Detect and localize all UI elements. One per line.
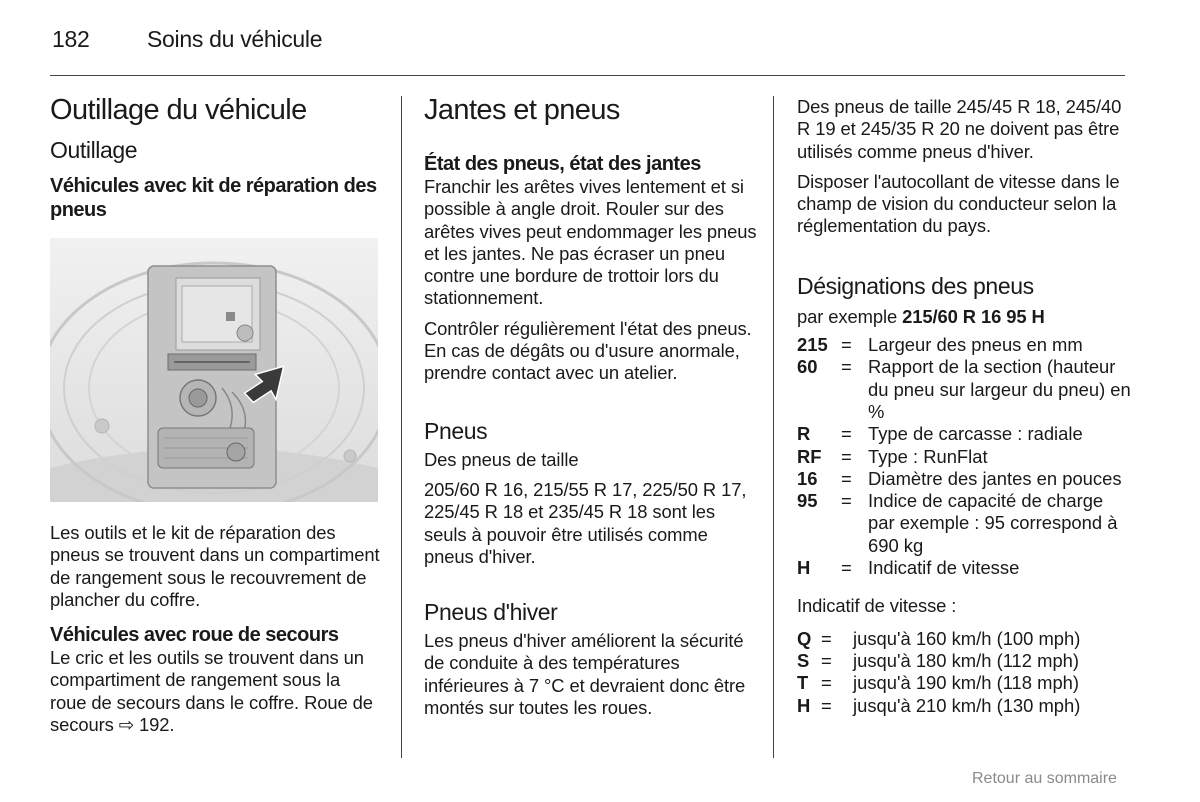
speed-index-row <box>797 672 1132 694</box>
header-rule <box>50 75 1125 76</box>
spare-wheel-page-ref[interactable]: 192. <box>139 714 175 736</box>
speed-index-list <box>797 628 1132 717</box>
page-header <box>52 26 322 53</box>
designation-row-text: Diamètre des jantes en pouces <box>868 467 1122 489</box>
speed-index-row-key: H <box>797 694 811 716</box>
paragraph-winter-tyres: Les pneus d'hiver améliorent la sécurité de conduite à des températures inférieures à 7 °C et devraient donc être montés sur toutes les roues. <box>424 630 746 719</box>
back-to-contents-link[interactable]: Retour au sommaire <box>972 770 1117 787</box>
designation-row <box>797 423 1132 445</box>
designation-example <box>797 306 1132 328</box>
designation-row-text: Indicatif de vitesse <box>868 557 1020 579</box>
designation-row <box>797 356 1132 423</box>
section-title: Soins du véhicule <box>147 26 323 52</box>
designation-row-key: R <box>797 423 811 445</box>
designation-row <box>797 468 1132 490</box>
paragraph-tyres-2: 205/60 R 16, 215/55 R 17, 225/50 R 17, 225/45 R 18 et 235/45 R 18 sont les seuls à pouvoir être utilisés comme pneus d'hiver. <box>424 478 747 567</box>
designation-row <box>797 446 1132 468</box>
speed-index-row-key: Q <box>797 627 812 649</box>
speed-index-row-equals: = <box>821 627 832 649</box>
paragraph-speed-sticker: Disposer l'autocollant de vitesse dans le champ de vision du conducteur selon la réglementation du pays. <box>797 170 1120 237</box>
speed-index-row-text: jusqu'à 210 km/h (130 mph) <box>853 694 1081 716</box>
designation-row-equals: = <box>841 467 852 489</box>
speed-index-row-text: jusqu'à 190 km/h (118 mph) <box>853 672 1080 694</box>
column-divider-1 <box>401 96 402 758</box>
speed-index-row-key: T <box>797 672 809 694</box>
heading-tyre-condition: État des pneus, état des jantes <box>424 153 701 175</box>
designation-row-equals: = <box>841 445 852 467</box>
designation-row-key: 95 <box>797 490 818 512</box>
designation-row-equals: = <box>841 557 852 579</box>
speed-index-row-text: jusqu'à 180 km/h (112 mph) <box>853 649 1080 671</box>
arrow-reference-icon: ⇨ <box>118 714 140 736</box>
heading-tyre-designations: Désignations des pneus <box>797 272 1034 299</box>
designation-row-equals: = <box>841 334 852 356</box>
speed-index-label: Indicatif de vitesse : <box>797 595 957 617</box>
heading-tyres: Pneus <box>424 417 488 444</box>
designation-row-equals: = <box>841 423 852 445</box>
heading-winter-tyres: Pneus d'hiver <box>424 599 558 626</box>
heading-rims-tyres: Jantes et pneus <box>424 94 620 126</box>
example-prefix: par exemple <box>797 305 903 327</box>
designation-row-text: Type : RunFlat <box>868 445 988 467</box>
designation-row <box>797 334 1132 356</box>
column-tools <box>50 90 380 736</box>
speed-index-row-equals: = <box>821 649 832 671</box>
heading-repair-kit: Véhicules avec kit de réparation des pneus <box>50 175 377 221</box>
designation-row-text: Rapport de la section (hauteur du pneu sur largeur du pneu) en % <box>868 356 1131 422</box>
designation-row-equals: = <box>841 356 852 378</box>
column-designations <box>797 96 1132 717</box>
designation-row-key: 215 <box>797 334 828 356</box>
designation-row-text: Largeur des pneus en mm <box>868 334 1083 356</box>
heading-tools: Outillage <box>50 137 138 163</box>
designation-row-key: H <box>797 557 811 579</box>
paragraph-spare-wheel <box>50 647 380 736</box>
speed-index-row-equals: = <box>821 694 832 716</box>
paragraph-tyres-1: Des pneus de taille <box>424 448 579 470</box>
heading-vehicle-tools: Outillage du véhicule <box>50 94 307 126</box>
paragraph-winter-restriction: Des pneus de taille 245/45 R 18, 245/40 R 19 et 245/35 R 20 ne doivent pas être utilisés comme pneus d'hiver. <box>797 96 1122 162</box>
heading-spare-wheel: Véhicules avec roue de secours <box>50 624 339 647</box>
example-value: 215/60 R 16 95 H <box>902 305 1045 327</box>
designation-row-key: 16 <box>797 467 818 489</box>
speed-index-row <box>797 650 1132 672</box>
paragraph-spare-wheel-text: Le cric et les outils se trouvent dans un compartiment de rangement sous la roue de secours dans le coffre. Roue de secours <box>50 647 373 736</box>
trunk-storage-illustration <box>50 238 378 502</box>
designation-list <box>797 334 1132 579</box>
speed-index-row-text: jusqu'à 160 km/h (100 mph) <box>853 627 1081 649</box>
column-rims-tyres <box>424 90 759 719</box>
page-number: 182 <box>52 26 90 52</box>
designation-row-key: 60 <box>797 356 818 378</box>
designation-row-text: Type de carcasse : radiale <box>868 423 1083 445</box>
designation-row-equals: = <box>841 490 852 512</box>
paragraph-condition-2: Contrôler régulièrement l'état des pneus. En cas de dégâts ou d'usure anormale, prendre contact avec un atelier. <box>424 317 752 384</box>
paragraph-condition-1: Franchir les arêtes vives lentement et si possible à angle droit. Rouler sur des arêtes vives peut endommager les pneus et les jantes. Ne pas écraser un pneu contre une bordure de trottoir lors du stationnement. <box>424 176 757 309</box>
paragraph-repair-kit: Les outils et le kit de réparation des pneus se trouvent dans un compartiment de rangement sous le recouvrement de plancher du coffre. <box>50 522 380 610</box>
speed-index-row-key: S <box>797 649 810 671</box>
column-divider-2 <box>773 96 774 758</box>
designation-row <box>797 557 1132 579</box>
designation-row <box>797 490 1132 557</box>
designation-row-text: Indice de capacité de charge par exemple : 95 correspond à 690 kg <box>868 490 1118 556</box>
speed-index-row <box>797 628 1132 650</box>
speed-index-row <box>797 695 1132 717</box>
designation-row-key: RF <box>797 445 822 467</box>
speed-index-row-equals: = <box>821 672 832 694</box>
